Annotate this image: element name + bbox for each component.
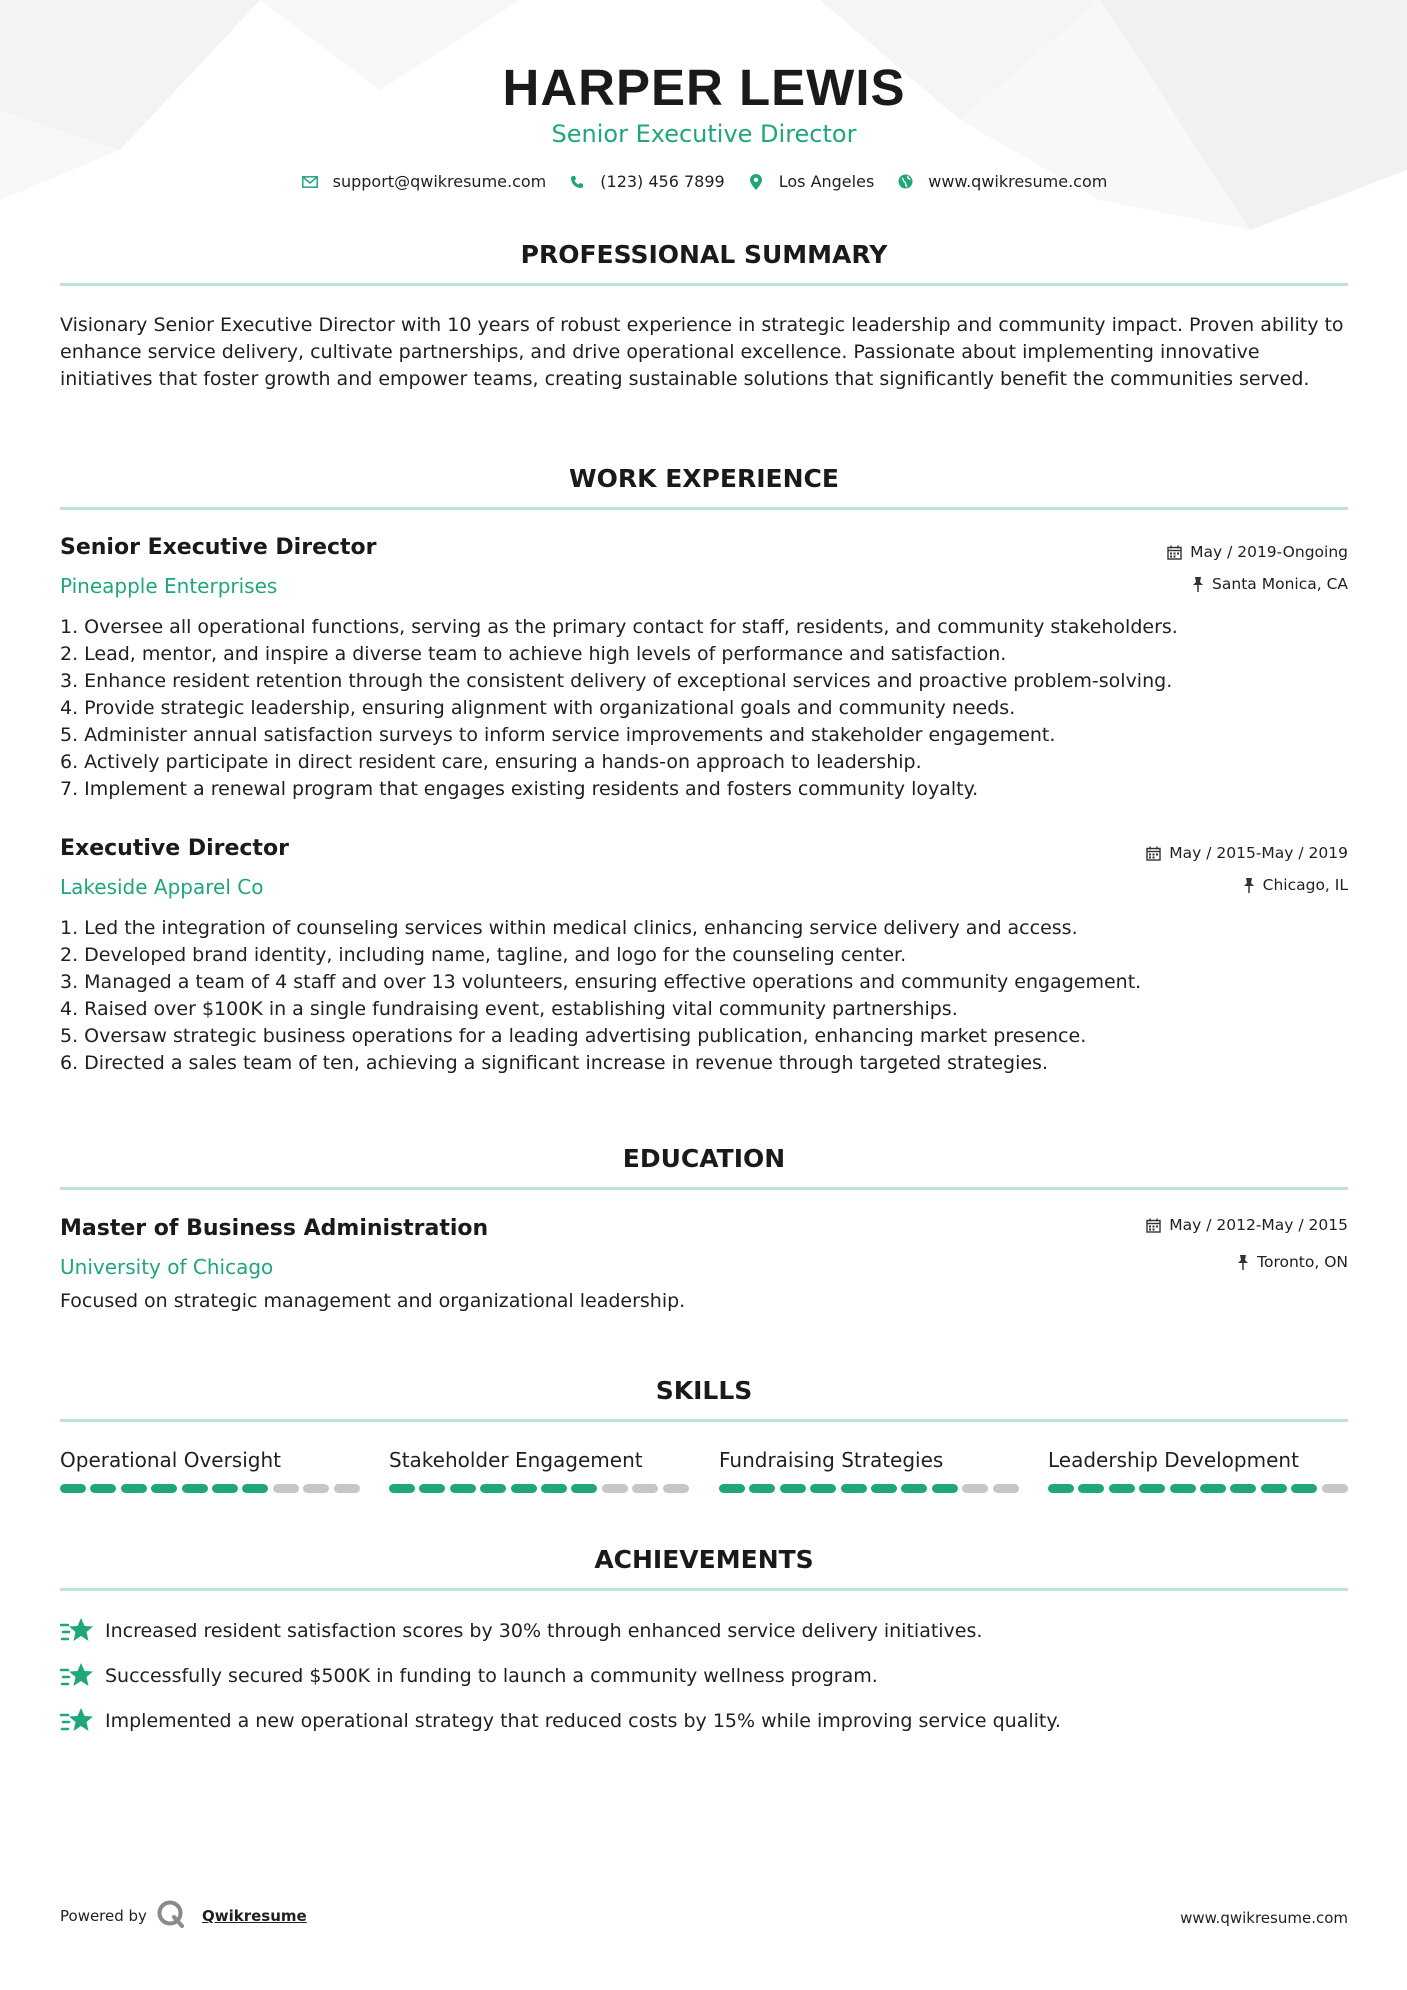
skill-segment [419,1484,445,1493]
job-bullet: 6. Directed a sales team of ten, achieving a significant increase in revenue through targeted strategies. [60,1052,1048,1074]
skill-segment [511,1484,537,1493]
education-dates-text: May / 2012-May / 2015 [1169,1216,1348,1234]
education-location-text: Toronto, ON [1257,1253,1348,1271]
skill-segment [242,1484,268,1493]
education-heading: EDUCATION [622,1144,786,1173]
skill-segment [993,1484,1019,1493]
achievement-text: Successfully secured $500K in funding to launch a community wellness program. [105,1665,878,1687]
job-bullet: 4. Raised over $100K in a single fundraising event, establishing vital community partnerships. [60,998,958,1020]
skill-segment [719,1484,745,1493]
skill-segment [663,1484,689,1493]
skill-segment [841,1484,867,1493]
contact-location-text: Los Angeles [778,172,875,191]
skill-segment [632,1484,658,1493]
skill-segment [1078,1484,1104,1493]
calendar-icon [1146,1218,1161,1233]
job-dates [1167,543,1348,561]
school-name: University of Chicago [60,1255,274,1279]
job-dates-text: May / 2019-Ongoing [1190,543,1348,561]
envelope-icon [301,173,319,191]
skill-segment [389,1484,415,1493]
skill-segment [450,1484,476,1493]
calendar-icon [1146,846,1161,861]
skill-segment [1109,1484,1135,1493]
skill-segment [303,1484,329,1493]
skill-segment [1230,1484,1256,1493]
contact-location [747,172,875,191]
contact-bar [60,172,1348,191]
skill-name: Stakeholder Engagement [389,1448,643,1472]
powered-by-label: Powered by [60,1907,147,1925]
job-bullets [60,915,1348,1077]
achievement-item [60,1614,1348,1648]
contact-email[interactable] [301,172,547,191]
footer [60,1905,1348,1935]
job-title: Executive Director [60,836,289,861]
job-bullet: 1. Oversee all operational functions, serving as the primary contact for staff, residents, and community stakeholders. [60,616,1178,638]
job-bullet: 2. Lead, mentor, and inspire a diverse team to achieve high levels of performance and satisfaction. [60,643,1007,665]
experience-heading: WORK EXPERIENCE [569,464,839,493]
skill-level-bar [719,1484,1019,1493]
job-location [1192,575,1348,593]
job-location [1243,876,1348,894]
experience-divider [60,507,1348,510]
globe-icon [896,173,914,191]
contact-email-text: support@qwikresume.com [332,172,547,191]
achievements-divider [60,1588,1348,1591]
skill-segment [932,1484,958,1493]
skill-segment [121,1484,147,1493]
degree-title: Master of Business Administration [60,1216,489,1241]
candidate-name: HARPER LEWIS [502,59,906,116]
skill-segment [541,1484,567,1493]
footer-website[interactable]: www.qwikresume.com [1180,1909,1348,1927]
achievement-item [60,1659,1348,1693]
skill-name: Fundraising Strategies [719,1448,944,1472]
skill-item [389,1448,689,1472]
calendar-icon [1167,545,1182,560]
skill-level-bar [1048,1484,1348,1493]
skill-name: Operational Oversight [60,1448,281,1472]
contact-phone[interactable] [568,172,724,191]
job-company: Lakeside Apparel Co [60,875,264,899]
skill-segment [962,1484,988,1493]
job-bullet: 7. Implement a renewal program that engages existing residents and fosters community loyalty. [60,778,979,800]
achievement-text: Implemented a new operational strategy that reduced costs by 15% while improving service quality. [105,1710,1061,1732]
job-dates-text: May / 2015-May / 2019 [1169,844,1348,862]
skill-segment [60,1484,86,1493]
skills-grid [60,1448,1348,1508]
candidate-role: Senior Executive Director [551,120,857,148]
skill-item [719,1448,1019,1472]
job-location-text: Chicago, IL [1262,876,1348,894]
pushpin-icon [1243,878,1255,893]
job-bullet: 3. Managed a team of 4 staff and over 13 volunteers, ensuring effective operations and community engagement. [60,971,1142,993]
achievement-item [60,1704,1348,1738]
phone-icon [568,173,586,191]
education-location [1237,1253,1348,1271]
skill-segment [334,1484,360,1493]
skill-segment [1200,1484,1226,1493]
skill-name: Leadership Development [1048,1448,1299,1472]
education-description: Focused on strategic management and organizational leadership. [60,1290,686,1312]
skill-item [1048,1448,1348,1472]
summary-heading: PROFESSIONAL SUMMARY [520,240,888,269]
achievements-heading: ACHIEVEMENTS [594,1545,814,1574]
education-dates [1146,1216,1348,1234]
star-icon [60,1706,94,1736]
skill-level-bar [389,1484,689,1493]
skill-segment [1261,1484,1287,1493]
achievement-text: Increased resident satisfaction scores by 30% through enhanced service delivery initiatives. [105,1620,983,1642]
skill-segment [90,1484,116,1493]
skill-segment [1291,1484,1317,1493]
resume-page [60,0,1348,1990]
job-dates [1146,844,1348,862]
job-company: Pineapple Enterprises [60,574,278,598]
summary-divider [60,283,1348,286]
skill-item [60,1448,360,1472]
qwikresume-link[interactable]: Qwikresume [202,1907,307,1925]
job-title: Senior Executive Director [60,535,377,560]
skill-segment [151,1484,177,1493]
skills-divider [60,1419,1348,1422]
skill-segment [571,1484,597,1493]
skills-heading: SKILLS [655,1376,753,1405]
job-bullet: 5. Oversaw strategic business operations for a leading advertising publication, enhancing market presence. [60,1025,1087,1047]
star-icon [60,1661,94,1691]
job-bullet: 4. Provide strategic leadership, ensuring alignment with organizational goals and community needs. [60,697,1016,719]
summary-text: Visionary Senior Executive Director with 10 years of robust experience in strategic leadership and community impact. Proven ability to enhance service delivery, cultivate partnerships, and drive operational excellence. Passionate about implementing innovative initiatives that foster growth and empower teams, creating sustainable solutions that significantly benefit the communities served. [60,314,1344,390]
job-bullet: 3. Enhance resident retention through the consistent delivery of exceptional services and proactive problem-solving. [60,670,1173,692]
skill-segment [182,1484,208,1493]
skill-segment [1048,1484,1074,1493]
pushpin-icon [1237,1255,1249,1270]
job-location-text: Santa Monica, CA [1212,575,1348,593]
skill-segment [1139,1484,1165,1493]
job-bullets [60,614,1348,803]
skill-segment [871,1484,897,1493]
skill-segment [602,1484,628,1493]
job-bullet: 2. Developed brand identity, including name, tagline, and logo for the counseling center. [60,944,907,966]
contact-phone-text: (123) 456 7899 [600,172,725,191]
pushpin-icon [1192,577,1204,592]
education-divider [60,1187,1348,1190]
skill-segment [212,1484,238,1493]
job-bullet: 6. Actively participate in direct resident care, ensuring a hands-on approach to leadership. [60,751,922,773]
skill-segment [749,1484,775,1493]
skill-segment [273,1484,299,1493]
skill-level-bar [60,1484,360,1493]
skill-segment [1322,1484,1348,1493]
skill-segment [780,1484,806,1493]
qwikresume-logo-icon [156,1899,186,1929]
job-bullet: 5. Administer annual satisfaction surveys to inform service improvements and stakeholder engagement. [60,724,1056,746]
star-icon [60,1616,94,1646]
contact-website[interactable] [896,172,1107,191]
skill-segment [901,1484,927,1493]
location-pin-icon [747,173,765,191]
job-bullet: 1. Led the integration of counseling services within medical clinics, enhancing service delivery and access. [60,917,1078,939]
contact-website-text: www.qwikresume.com [928,172,1108,191]
skill-segment [810,1484,836,1493]
skill-segment [1170,1484,1196,1493]
skill-segment [480,1484,506,1493]
